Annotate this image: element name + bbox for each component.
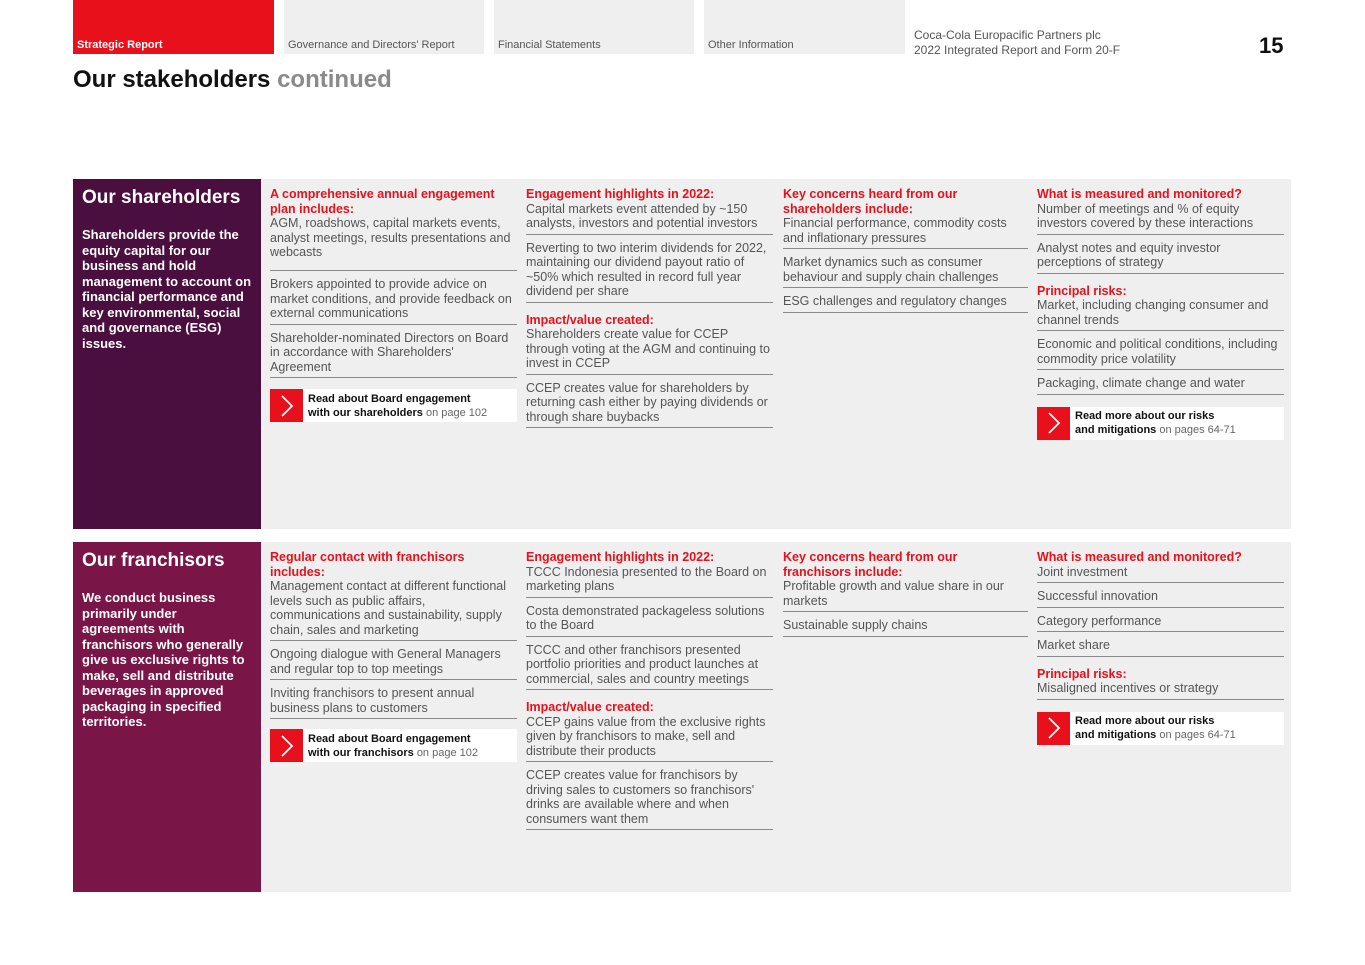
column-heading: What is measured and monitored? <box>1037 550 1242 564</box>
list-item: Market dynamics such as consumer behaviour and supply chain challenges <box>783 255 1028 288</box>
tab-other-information[interactable]: Other Information <box>704 0 905 54</box>
list-item: Successful innovation <box>1037 589 1284 608</box>
list-item: Brokers appointed to provide advice on market conditions, and provide feedback on external communications <box>270 277 517 325</box>
list-item: Market share <box>1037 638 1284 657</box>
franchisors-measured-column <box>1037 550 1284 745</box>
column-heading: Key concerns heard from our franchisors include: <box>783 550 958 579</box>
list-item: Inviting franchisors to present annual business plans to customers <box>270 686 517 719</box>
franchisors-highlights-column <box>526 550 773 836</box>
list-item: Shareholders create value for CCEP through voting at the AGM and continuing to invest in CCEP <box>526 327 773 375</box>
column-heading: Engagement highlights in 2022: <box>526 550 715 564</box>
tab-governance[interactable]: Governance and Directors' Report <box>284 0 484 54</box>
callout-line2: and mitigations <box>1075 424 1157 436</box>
page-number: 15 <box>1259 33 1284 58</box>
list-item: Market, including changing consumer and channel trends <box>1037 298 1284 331</box>
list-item: AGM, roadshows, capital markets events, analyst meetings, results presentations and webcasts <box>270 216 517 271</box>
column-subheading: Impact/value created: <box>526 312 654 327</box>
franchisors-contact-column <box>270 550 517 762</box>
callout-text <box>303 392 487 420</box>
column-subheading: Principal risks: <box>1037 283 1127 298</box>
column-subheading: Impact/value created: <box>526 700 654 714</box>
list-item: Capital markets event attended by ~150 analysts, investors and potential investors <box>526 202 773 235</box>
callout-line2: and mitigations <box>1075 729 1157 741</box>
page-title <box>73 66 392 94</box>
franchisors-heading: Our franchisors <box>82 550 225 571</box>
list-item: Shareholder-nominated Directors on Board in accordance with Shareholders' Agreement <box>270 331 517 379</box>
list-item: CCEP creates value for franchisors by driving sales to customers so franchisors' drinks are available where and when consumers want them <box>526 768 773 830</box>
list-item: Economic and political conditions, including commodity price volatility <box>1037 337 1284 370</box>
column-heading: Key concerns heard from our shareholders include: <box>783 187 958 216</box>
tab-financial-statements[interactable]: Financial Statements <box>494 0 694 54</box>
risks-link[interactable] <box>1037 407 1284 440</box>
list-item: Ongoing dialogue with General Managers and regular top to top meetings <box>270 647 517 680</box>
list-item: CCEP gains value from the exclusive rights given by franchisors to make, sell and distribute their products <box>526 715 773 763</box>
column-heading: What is measured and monitored? <box>1037 187 1242 201</box>
document-info <box>914 28 1120 58</box>
shareholders-description: Shareholders provide the equity capital for our business and hold management to account on financial performance and key environmental, social and governance (ESG) issues. <box>82 227 252 351</box>
callout-line1: Read about Board engagement <box>308 392 471 405</box>
list-item: Category performance <box>1037 614 1284 633</box>
list-item: Packaging, climate change and water <box>1037 376 1284 395</box>
callout-page-ref: on pages 64-71 <box>1159 424 1236 436</box>
list-item: ESG challenges and regulatory changes <box>783 294 1028 313</box>
list-item: Misaligned incentives or strategy <box>1037 681 1284 700</box>
callout-text <box>1070 409 1236 437</box>
callout-page-ref: on page 102 <box>425 406 488 419</box>
list-item: Reverting to two interim dividends for 2022, maintaining our dividend payout ratio of ~50% which resulted in record full year dividend per share <box>526 241 773 303</box>
page-title-main: Our stakeholders <box>73 66 271 93</box>
list-item: Joint investment <box>1037 565 1284 584</box>
callout-line1: Read more about our risks <box>1075 715 1215 727</box>
board-engagement-link[interactable] <box>270 729 517 762</box>
list-item: TCCC and other franchisors presented portfolio priorities and product launches at commercial, sales and country meetings <box>526 643 773 691</box>
list-item: TCCC Indonesia presented to the Board on marketing plans <box>526 565 773 598</box>
shareholders-panel <box>73 179 1291 529</box>
shareholders-highlights-column <box>526 187 773 434</box>
list-item: Management contact at different functional levels such as public affairs, communications and sustainability, supply chain, sales and marketing <box>270 579 517 641</box>
chevron-right-icon <box>270 729 303 762</box>
risks-link[interactable] <box>1037 712 1284 745</box>
list-item: CCEP creates value for shareholders by returning cash either by paying dividends or through share buybacks <box>526 381 773 429</box>
column-heading: Regular contact with franchisors includes: <box>270 550 465 579</box>
shareholders-sidebar <box>73 179 261 529</box>
chevron-right-icon <box>270 389 303 422</box>
list-item: Analyst notes and equity investor perceptions of strategy <box>1037 241 1284 274</box>
franchisors-concerns-column <box>783 550 1028 643</box>
callout-line1: Read about Board engagement <box>308 732 471 745</box>
column-heading: Engagement highlights in 2022: <box>526 187 715 201</box>
callout-text <box>303 732 478 760</box>
callout-line1: Read more about our risks <box>1075 410 1215 422</box>
column-subheading: Principal risks: <box>1037 666 1127 681</box>
shareholders-concerns-column <box>783 187 1028 319</box>
shareholders-measured-column <box>1037 187 1284 440</box>
callout-page-ref: on page 102 <box>416 746 478 759</box>
list-item: Financial performance, commodity costs and inflationary pressures <box>783 216 1028 249</box>
list-item: Sustainable supply chains <box>783 618 1028 637</box>
shareholders-heading: Our shareholders <box>82 187 241 208</box>
franchisors-sidebar <box>73 542 261 892</box>
tab-strategic-report[interactable]: Strategic Report <box>73 0 274 54</box>
list-item: Profitable growth and value share in our markets <box>783 579 1028 612</box>
shareholders-engagement-plan-column <box>270 187 517 422</box>
callout-text <box>1070 714 1236 742</box>
callout-line2: with our franchisors <box>308 746 414 759</box>
franchisors-panel <box>73 542 1291 892</box>
page-title-suffix: continued <box>277 66 392 93</box>
document-company: Coca-Cola Europacific Partners plc <box>914 28 1101 42</box>
callout-page-ref: on pages 64-71 <box>1159 729 1236 741</box>
list-item: Number of meetings and % of equity investors covered by these interactions <box>1037 202 1284 235</box>
board-engagement-link[interactable] <box>270 389 517 422</box>
document-report-name: 2022 Integrated Report and Form 20-F <box>914 43 1121 57</box>
list-item: Costa demonstrated packageless solutions to the Board <box>526 604 773 637</box>
chevron-right-icon <box>1037 712 1070 745</box>
callout-line2: with our shareholders <box>308 406 423 419</box>
franchisors-description: We conduct business primarily under agreements with franchisors who generally give us exclusive rights to make, sell and distribute beverages in approved packaging in specified territories. <box>82 590 245 729</box>
chevron-right-icon <box>1037 407 1070 440</box>
column-heading: A comprehensive annual engagement plan includes: <box>270 187 495 216</box>
